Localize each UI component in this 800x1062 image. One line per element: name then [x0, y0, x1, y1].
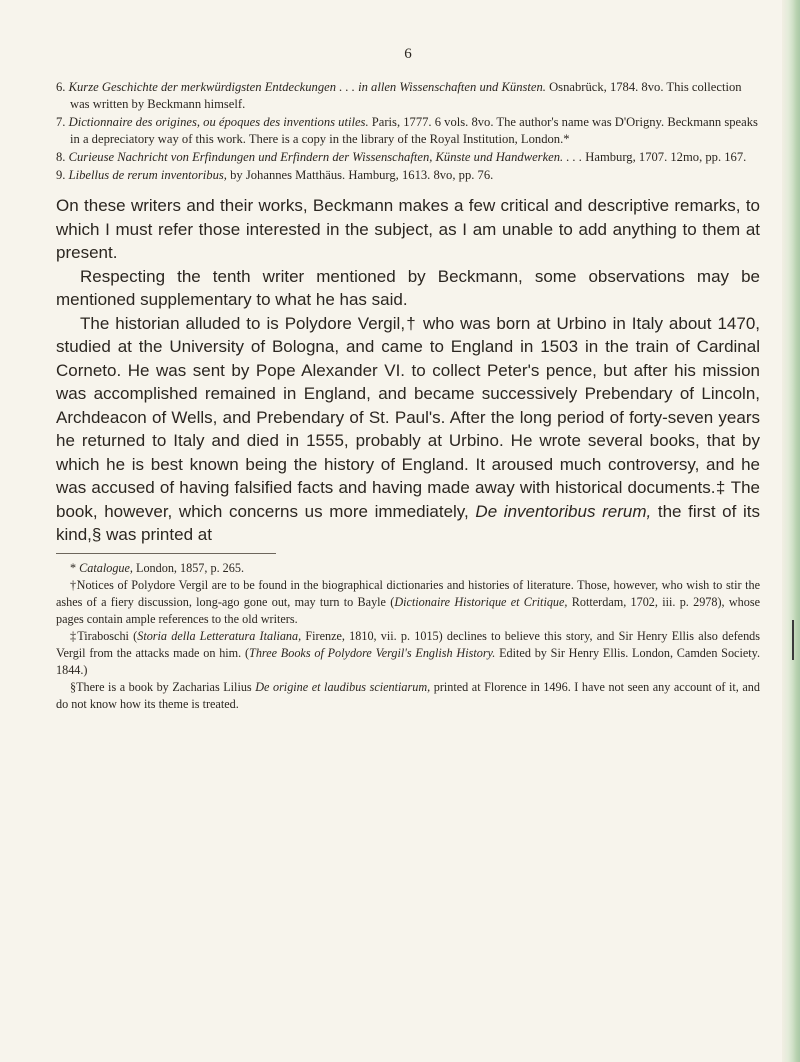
reference-title: Dictionnaire des origines, ou époques des inventions utiles.	[68, 115, 369, 129]
reference-title: Libellus de rerum inventoribus,	[68, 168, 227, 182]
page-number: 6	[404, 46, 412, 62]
reference-item	[56, 167, 760, 184]
footnote-mark: *	[70, 560, 80, 575]
book-page	[56, 46, 760, 713]
footnote-text: printed at Florence in 1496. I have not seen any account of it, and do not know how its theme is treated.	[56, 679, 760, 711]
footnote-double-dagger	[56, 628, 760, 679]
footnote-title: Three Books of Polydore Vergil's English History.	[249, 645, 496, 660]
footnote-text: London, 1857, p. 265.	[132, 560, 245, 575]
footnote-title: Dictionaire Historique et Critique,	[394, 594, 568, 609]
reference-item	[56, 79, 760, 113]
footnote-text: Rotterdam, 1702, iii. p. 2978), whose pages contain ample references to the old writers.	[56, 594, 761, 626]
footnote-divider	[56, 553, 276, 554]
reference-list	[56, 79, 760, 184]
footnote-text: Firenze, 1810, vii. p. 1015) declines to believe this story, and Sir Henry Ellis also defends Vergil from the attacks made on him. (	[56, 628, 760, 660]
paragraph-text: the first of its kind,§ was printed at	[56, 501, 760, 544]
footnotes	[56, 560, 760, 713]
paragraph: On these writers and their works, Beckmann makes a few critical and descriptive remarks, to which I must refer those interested in the subject, as I am unable to add anything to them at present.	[56, 196, 760, 262]
footnote-star	[56, 560, 760, 577]
paragraph: Respecting the tenth writer mentioned by Beckmann, some observations may be mentioned supplementary to what he has said.	[56, 266, 760, 309]
footnote-section	[56, 679, 760, 713]
footnote-text: Edited by Sir Henry Ellis. London, Camden Society. 1844.)	[56, 645, 760, 677]
reference-details: Hamburg, 1707. 12mo, pp. 167.	[582, 150, 747, 164]
reference-details: Osnabrück, 1784. 8vo. This collection was written by Beckmann himself.	[70, 80, 742, 111]
reference-number: 6.	[56, 80, 66, 94]
footnote-text: §There is a book by Zacharias Lilius	[70, 679, 256, 694]
reference-details: by Johannes Matthäus. Hamburg, 1613. 8vo, pp. 76.	[226, 168, 494, 182]
reference-title: Curieuse Nachricht von Erfindungen und Erfindern der Wissenschaften, Künste und Handwerken. . . .	[68, 150, 583, 164]
reference-title: Kurze Geschichte der merkwürdigsten Entdeckungen . . . in allen Wissenschaften und Künsten.	[68, 80, 546, 94]
footnote-title: Storia della Letteratura Italiana,	[137, 628, 302, 643]
reference-number: 8.	[56, 150, 66, 164]
paragraph-text: The historian alluded to is Polydore Vergil,† who was born at Urbino in Italy about 1470, studied at the University of Bologna, and came to England in 1503 in the train of Cardinal Corneto. He was sent by Pope Alexander VI. to collect Peter's pence, but after his mission was accomplished remained in England, and became successively Prebendary of Lincoln, Archdeacon of Wells, and Prebendary of St. Paul's. After the long period of forty-seven years he returned to Italy and died in 1555, probably at Urbino. He wrote several books, that by which he is best known being the history of England. It aroused much controversy, and he was accused of having falsified facts and having made away with historical documents.‡ The book, however, which concerns us more immediately,	[56, 313, 760, 521]
reference-number: 9.	[56, 168, 66, 182]
main-text	[56, 194, 760, 547]
page-edge-shadow	[782, 0, 800, 1062]
paragraph	[56, 312, 760, 547]
reference-item	[56, 149, 760, 166]
footnote-title: De origine et laudibus scientiarum,	[255, 679, 431, 694]
book-title: De inventoribus rerum,	[475, 501, 652, 521]
reference-details: Paris, 1777. 6 vols. 8vo. The author's name was D'Origny. Beckmann speaks in a depreciatory way of this work. There is a copy in the library of the Royal Institution, London.*	[70, 115, 758, 146]
edge-mark	[792, 640, 794, 660]
reference-number: 7.	[56, 115, 66, 129]
footnote-title: Catalogue,	[79, 560, 133, 575]
reference-item	[56, 114, 760, 148]
footnote-dagger	[56, 577, 760, 628]
footnote-text: ‡Tiraboschi (	[70, 628, 138, 643]
footnote-text: †Notices of Polydore Vergil are to be found in the biographical dictionaries and histories of literature. Those, however, who wish to stir the ashes of a fiery discussion, long-ago gone out, may turn to Bayle (	[56, 577, 760, 609]
